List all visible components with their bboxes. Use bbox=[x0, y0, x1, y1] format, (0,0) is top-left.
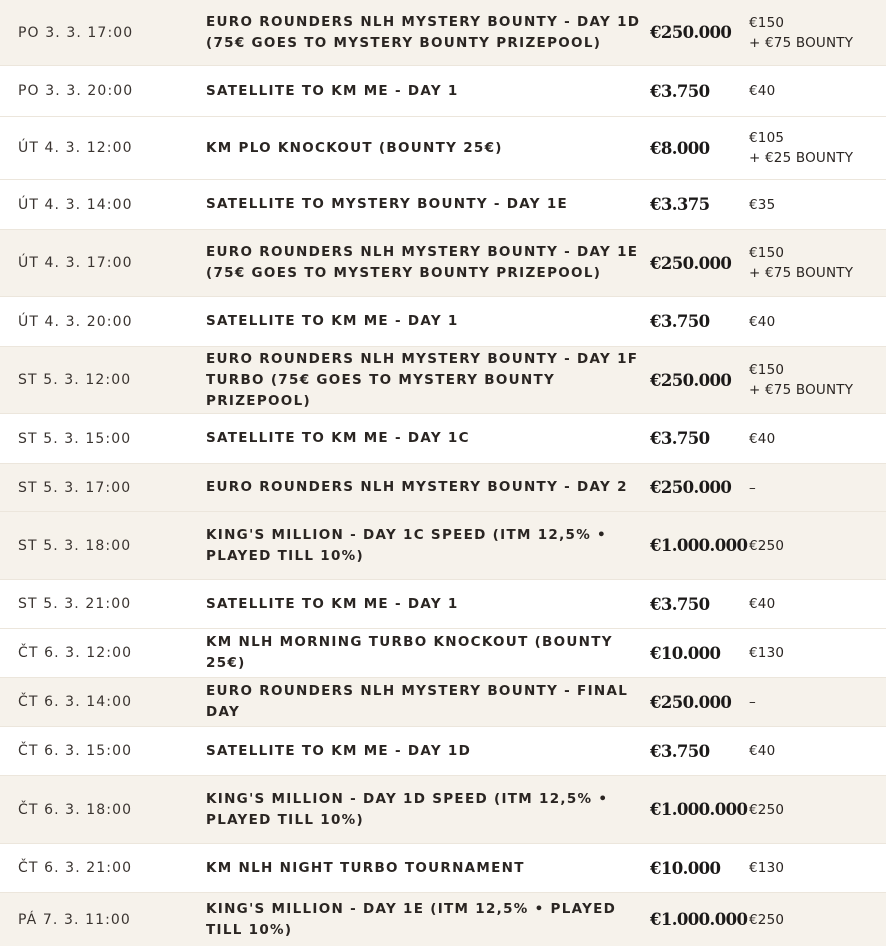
table-row bbox=[0, 893, 886, 946]
row-date: ČT 6. 3. 21:00 bbox=[18, 860, 133, 876]
row-tournament-name: EURO ROUNDERS NLH MYSTERY BOUNTY - DAY 1E (75€ GOES TO MYSTERY BOUNTY PRIZEPOOL) bbox=[206, 244, 639, 281]
row-tournament-name: KING'S MILLION - DAY 1C SPEED (ITM 12,5% • PLAYED TILL 10%) bbox=[206, 526, 607, 564]
row-tournament-name: KING'S MILLION - DAY 1E (ITM 12,5% • PLAYED TILL 10%) bbox=[206, 900, 617, 938]
row-tournament-name: SATELLITE TO KM ME - DAY 1 bbox=[206, 313, 459, 329]
row-prize-pool: €250.000 bbox=[650, 253, 732, 273]
row-buyin bbox=[749, 180, 884, 229]
row-date: ÚT 4. 3. 14:00 bbox=[18, 196, 133, 213]
table-row bbox=[0, 844, 886, 893]
row-date: PÁ 7. 3. 11:00 bbox=[18, 911, 131, 928]
row-buyin bbox=[749, 414, 884, 463]
row-prize-pool: €250.000 bbox=[650, 692, 732, 712]
row-prize-pool: €10.000 bbox=[650, 643, 721, 663]
row-buyin bbox=[749, 580, 884, 628]
row-buyin bbox=[749, 464, 884, 511]
buyin-amount: €150 bbox=[749, 14, 785, 31]
row-prize-pool: €1.000.000 bbox=[650, 910, 748, 929]
row-buyin bbox=[749, 512, 884, 579]
row-tournament-name: EURO ROUNDERS NLH MYSTERY BOUNTY - DAY 1D (75€ GOES TO MYSTERY BOUNTY PRIZEPOOL) bbox=[206, 13, 641, 51]
row-tournament-name: SATELLITE TO MYSTERY BOUNTY - DAY 1E bbox=[206, 196, 569, 212]
row-prize-pool: €250.000 bbox=[650, 370, 732, 390]
row-date: ÚT 4. 3. 17:00 bbox=[18, 255, 133, 271]
row-buyin bbox=[749, 66, 884, 116]
table-row bbox=[0, 297, 886, 347]
row-tournament-name: SATELLITE TO KM ME - DAY 1 bbox=[206, 595, 459, 612]
row-date: ST 5. 3. 18:00 bbox=[18, 537, 132, 554]
row-prize-pool: €3.750 bbox=[650, 312, 710, 331]
table-row bbox=[0, 230, 886, 297]
bounty-amount: + €25 BOUNTY bbox=[749, 150, 854, 166]
table-row bbox=[0, 512, 886, 580]
table-row bbox=[0, 776, 886, 844]
row-buyin bbox=[749, 230, 884, 296]
buyin-amount: €250 bbox=[749, 911, 785, 928]
row-tournament-name: EURO ROUNDERS NLH MYSTERY BOUNTY - DAY 1F TURBO (75€ GOES TO MYSTERY BOUNTY PRIZEPOOL) bbox=[206, 350, 639, 409]
buyin-amount: €40 bbox=[749, 596, 776, 612]
row-prize-pool: €1.000.000 bbox=[650, 800, 748, 819]
row-buyin bbox=[749, 629, 884, 677]
buyin-amount: €250 bbox=[749, 801, 785, 818]
row-tournament-name: KING'S MILLION - DAY 1D SPEED (ITM 12,5% • PLAYED TILL 10%) bbox=[206, 790, 609, 828]
table-row bbox=[0, 347, 886, 414]
row-date: ST 5. 3. 17:00 bbox=[18, 479, 132, 496]
row-buyin bbox=[749, 0, 884, 65]
buyin-amount: €35 bbox=[749, 196, 776, 213]
buyin-amount: €105 bbox=[749, 130, 785, 146]
buyin-amount: €40 bbox=[749, 313, 776, 330]
row-tournament-name: SATELLITE TO KM ME - DAY 1 bbox=[206, 82, 459, 99]
buyin-amount: – bbox=[749, 479, 756, 496]
row-prize-pool: €250.000 bbox=[650, 478, 732, 497]
row-date: PO 3. 3. 17:00 bbox=[18, 24, 134, 41]
table-row bbox=[0, 180, 886, 230]
row-tournament-name: SATELLITE TO KM ME - DAY 1C bbox=[206, 430, 470, 446]
table-row bbox=[0, 117, 886, 180]
table-row bbox=[0, 414, 886, 464]
table-row bbox=[0, 580, 886, 629]
row-date: ST 5. 3. 21:00 bbox=[18, 596, 132, 612]
row-tournament-name: SATELLITE TO KM ME - DAY 1D bbox=[206, 742, 472, 759]
buyin-amount: €250 bbox=[749, 537, 785, 554]
row-date: ÚT 4. 3. 20:00 bbox=[18, 313, 133, 330]
row-date: ST 5. 3. 15:00 bbox=[18, 430, 132, 447]
table-row bbox=[0, 0, 886, 66]
row-buyin bbox=[749, 347, 884, 413]
row-date: ČT 6. 3. 14:00 bbox=[18, 694, 133, 710]
row-date: ST 5. 3. 12:00 bbox=[18, 372, 132, 388]
row-prize-pool: €1.000.000 bbox=[650, 536, 748, 555]
row-tournament-name: EURO ROUNDERS NLH MYSTERY BOUNTY - FINAL DAY bbox=[206, 683, 629, 720]
row-buyin bbox=[749, 678, 884, 726]
row-buyin bbox=[749, 727, 884, 775]
bounty-amount: + €75 BOUNTY bbox=[749, 382, 854, 398]
row-prize-pool: €3.750 bbox=[650, 741, 710, 761]
row-prize-pool: €3.750 bbox=[650, 594, 710, 614]
row-date: PO 3. 3. 20:00 bbox=[18, 83, 134, 99]
row-prize-pool: €250.000 bbox=[650, 23, 732, 42]
row-tournament-name: KM NLH MORNING TURBO KNOCKOUT (BOUNTY 25€) bbox=[206, 634, 613, 671]
bounty-amount: + €75 BOUNTY bbox=[749, 34, 854, 51]
buyin-amount: €40 bbox=[749, 83, 776, 99]
row-tournament-name: KM PLO KNOCKOUT (BOUNTY 25€) bbox=[206, 139, 503, 156]
row-prize-pool: €3.750 bbox=[650, 429, 710, 448]
row-buyin bbox=[749, 776, 884, 843]
table-row bbox=[0, 464, 886, 512]
row-date: ČT 6. 3. 12:00 bbox=[18, 645, 133, 661]
buyin-amount: €150 bbox=[749, 245, 785, 261]
buyin-amount: – bbox=[749, 694, 756, 710]
row-prize-pool: €10.000 bbox=[650, 858, 721, 878]
row-buyin bbox=[749, 844, 884, 892]
table-row bbox=[0, 629, 886, 678]
buyin-amount: €130 bbox=[749, 860, 785, 876]
bounty-amount: + €75 BOUNTY bbox=[749, 265, 854, 281]
buyin-amount: €40 bbox=[749, 430, 776, 447]
row-buyin bbox=[749, 117, 884, 179]
buyin-amount: €150 bbox=[749, 362, 785, 378]
row-date: ČT 6. 3. 15:00 bbox=[18, 743, 133, 759]
table-row bbox=[0, 66, 886, 117]
row-buyin bbox=[749, 297, 884, 346]
row-date: ÚT 4. 3. 12:00 bbox=[18, 140, 133, 156]
table-row bbox=[0, 727, 886, 776]
row-prize-pool: €3.375 bbox=[650, 195, 710, 214]
row-tournament-name: EURO ROUNDERS NLH MYSTERY BOUNTY - DAY 2 bbox=[206, 479, 628, 495]
buyin-amount: €40 bbox=[749, 743, 776, 759]
table-row bbox=[0, 678, 886, 727]
row-buyin bbox=[749, 893, 884, 946]
buyin-amount: €130 bbox=[749, 645, 785, 661]
row-prize-pool: €3.750 bbox=[650, 81, 710, 101]
row-prize-pool: €8.000 bbox=[650, 138, 710, 158]
row-tournament-name: KM NLH NIGHT TURBO TOURNAMENT bbox=[206, 859, 525, 876]
row-date: ČT 6. 3. 18:00 bbox=[18, 801, 133, 818]
